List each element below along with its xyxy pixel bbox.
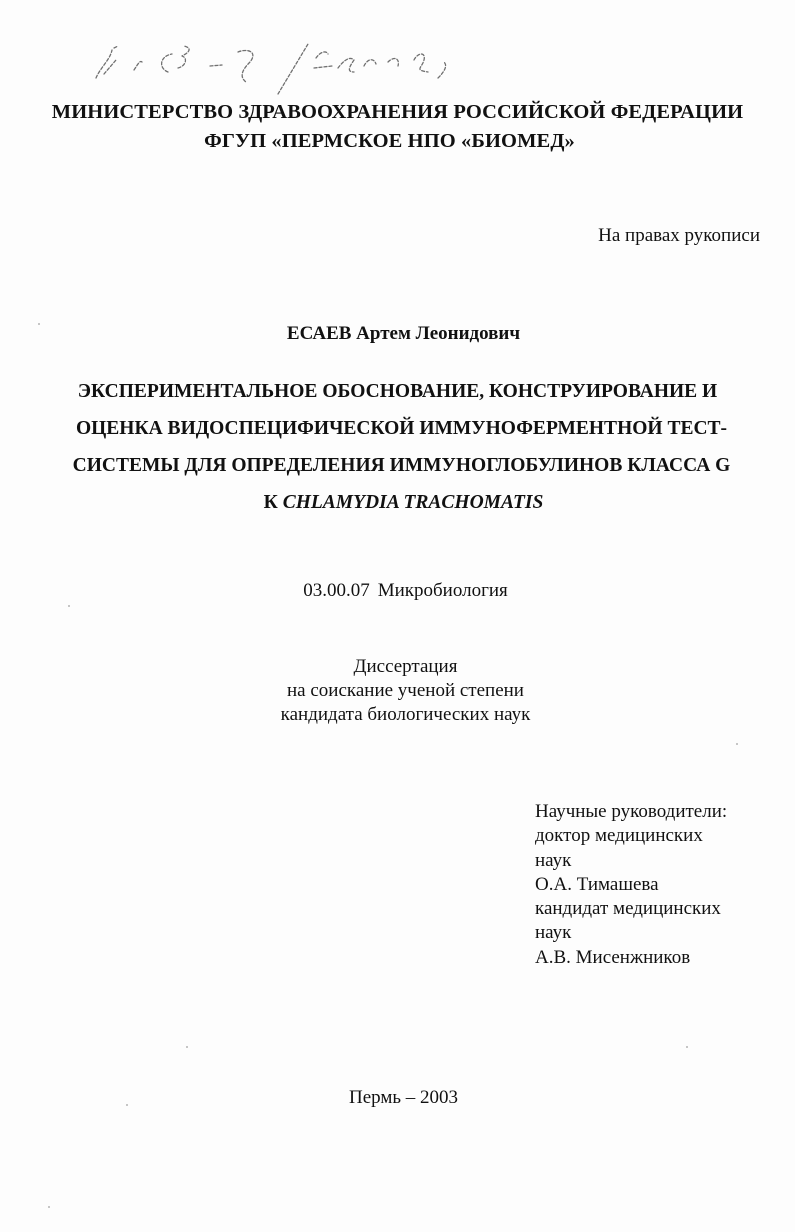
scan-speck	[38, 323, 40, 325]
organization-heading: ФГУП «ПЕРМСКОЕ НПО «БИОМЕД»	[204, 130, 575, 152]
scan-speck	[48, 1206, 50, 1208]
dissertation-label: Диссертация	[353, 656, 458, 677]
scan-speck	[126, 1104, 128, 1106]
supervisors-heading: Научные руководители:	[535, 801, 728, 822]
supervisor-line: кандидат медицинских	[535, 898, 721, 920]
specialty-name: Микробиология	[377, 580, 508, 601]
title-line-1: ЭКСПЕРИМЕНТАЛЬНОЕ ОБОСНОВАНИЕ, КОНСТРУИРОВАНИЕ И	[77, 381, 718, 402]
title-organism-name: CHLAMYDIA TRACHOMATIS	[282, 492, 544, 513]
handwritten-archive-mark	[88, 38, 468, 98]
supervisor-line: наук	[535, 849, 572, 871]
dissertation-degree: кандидата биологических наук	[280, 704, 531, 725]
author-name: ЕСАЕВ Артем Леонидович	[286, 323, 521, 344]
title-line-4-prefix: К	[263, 492, 278, 513]
title-line-2: ОЦЕНКА ВИДОСПЕЦИФИЧЕСКОЙ ИММУНОФЕРМЕНТНОЙ ТЕСТ-	[75, 418, 728, 439]
scan-speck	[186, 1046, 188, 1048]
scan-speck	[736, 743, 738, 745]
supervisors-block	[535, 800, 727, 970]
scan-speck	[686, 1046, 688, 1048]
rights-notice: На правах рукописи	[598, 225, 760, 246]
title-line-4	[6, 492, 795, 514]
supervisor-line: доктор медицинских	[535, 825, 703, 847]
dissertation-purpose: на соискание ученой степени	[287, 680, 524, 701]
scan-speck	[68, 605, 70, 607]
specialty	[8, 580, 795, 602]
supervisor-line: наук	[535, 922, 572, 944]
supervisor-line: А.В. Мисенжников	[535, 946, 691, 968]
ministry-heading: МИНИСТЕРСТВО ЗДРАВООХРАНЕНИЯ РОССИЙСКОЙ ФЕДЕРАЦИИ	[51, 101, 744, 123]
specialty-code: 03.00.07	[303, 580, 370, 601]
supervisor-line: О.А. Тимашева	[535, 873, 659, 895]
place-and-year: Пермь – 2003	[348, 1087, 459, 1108]
title-line-3: СИСТЕМЫ ДЛЯ ОПРЕДЕЛЕНИЯ ИММУНОГЛОБУЛИНОВ КЛАССА G	[72, 455, 731, 476]
